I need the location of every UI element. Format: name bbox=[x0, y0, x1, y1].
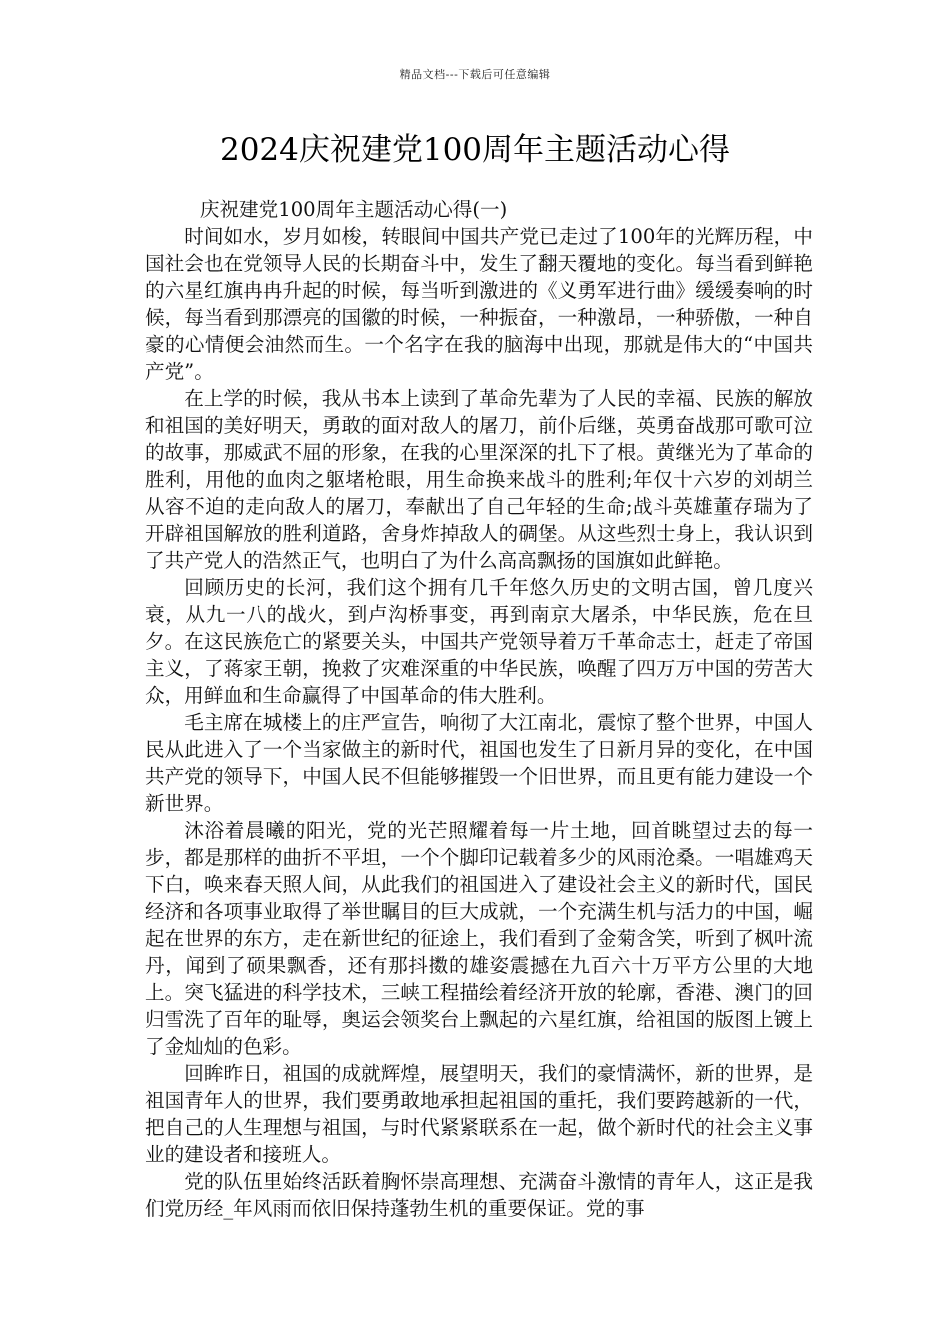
document-body bbox=[145, 196, 813, 1222]
section-subtitle: 庆祝建党100周年主题活动心得(一) bbox=[199, 198, 508, 221]
document-title: 2024庆祝建党100周年主题活动心得 bbox=[219, 132, 731, 168]
paragraph: 毛主席在城楼上的庄严宣告，响彻了大江南北，震惊了整个世界，中国人民从此进入了一个当家做主的新时代，祖国也发生了日新月异的变化，在中国共产党的领导下，中国人民不但能够摧毁一个旧世界，而且更有能力建设一个新世界。 bbox=[145, 711, 813, 815]
paragraph: 时间如水，岁月如梭，转眼间中国共产党已走过了100年的光辉历程，中国社会也在党领导人民的长期奋斗中，发生了翻天覆地的变化。每当看到鲜艳的六星红旗冉冉升起的时候，每当听到激进的《义勇军进行曲》缓缓奏响的时候，每当看到那漂亮的国徽的时候，一种振奋，一种激昂，一种骄傲，一种自豪的心情便会油然而生。一个名字在我的脑海中出现，那就是伟大的“中国共产党”。 bbox=[145, 225, 813, 383]
header-note: 精品文档---下载后可任意编辑 bbox=[399, 68, 551, 81]
paragraph: 在上学的时候，我从书本上读到了革命先辈为了人民的幸福、民族的解放和祖国的美好明天，勇敢的面对敌人的屠刀，前仆后继，英勇奋战那可歌可泣的故事，那威武不屈的形象，在我的心里深深的扎下了根。黄继光为了革命的胜利，用他的血肉之躯堵枪眼，用生命换来战斗的胜利;年仅十六岁的刘胡兰从容不迫的走向敌人的屠刀，奉献出了自己年轻的生命;战斗英雄董存瑞为了开辟祖国解放的胜利道路，舍身炸掉敌人的碉堡。从这些烈士身上，我认识到了共产党人的浩然正气，也明白了为什么高高飘扬的国旗如此鲜艳。 bbox=[145, 387, 813, 572]
paragraph: 沐浴着晨曦的阳光，党的光芒照耀着每一片土地，回首眺望过去的每一步，都是那样的曲折不平坦，一个个脚印记载着多少的风雨沧桑。一唱雄鸡天下白，唤来春天照人间，从此我们的祖国进入了建设社会主义的新时代，国民经济和各项事业取得了举世瞩目的巨大成就，一个充满生机与活力的中国，崛起在世界的东方，走在新世纪的征途上，我们看到了金菊含笑，听到了枫叶流丹，闻到了硕果飘香，还有那抖擞的雄姿震撼在九百六十万平方公里的大地上。突飞猛进的科学技术，三峡工程描绘着经济开放的轮廓，香港、澳门的回归雪洗了百年的耻辱，奥运会领奖台上飘起的六星红旗，给祖国的版图上镀上了金灿灿的色彩。 bbox=[145, 819, 813, 1058]
paragraph: 回顾历史的长河，我们这个拥有几千年悠久历史的文明古国，曾几度兴衰，从九一八的战火，到卢沟桥事变，再到南京大屠杀，中华民族，危在旦夕。在这民族危亡的紧要关头，中国共产党领导着万千革命志士，赶走了帝国主义，了蒋家王朝，挽救了灾难深重的中华民族，唤醒了四万万中国的劳苦大众，用鲜血和生命赢得了中国革命的伟大胜利。 bbox=[145, 576, 813, 707]
paragraph: 回眸昨日，祖国的成就辉煌，展望明天，我们的豪情满怀，新的世界，是祖国青年人的世界，我们要勇敢地承担起祖国的重托，我们要跨越新的一代，把自己的人生理想与祖国，与时代紧紧联系在一起，做个新时代的社会主义事业的建设者和接班人。 bbox=[145, 1062, 813, 1166]
paragraph: 党的队伍里始终活跃着胸怀崇高理想、充满奋斗激情的青年人，这正是我们党历经_年风雨而依旧保持蓬勃生机的重要保证。党的事 bbox=[145, 1170, 813, 1220]
